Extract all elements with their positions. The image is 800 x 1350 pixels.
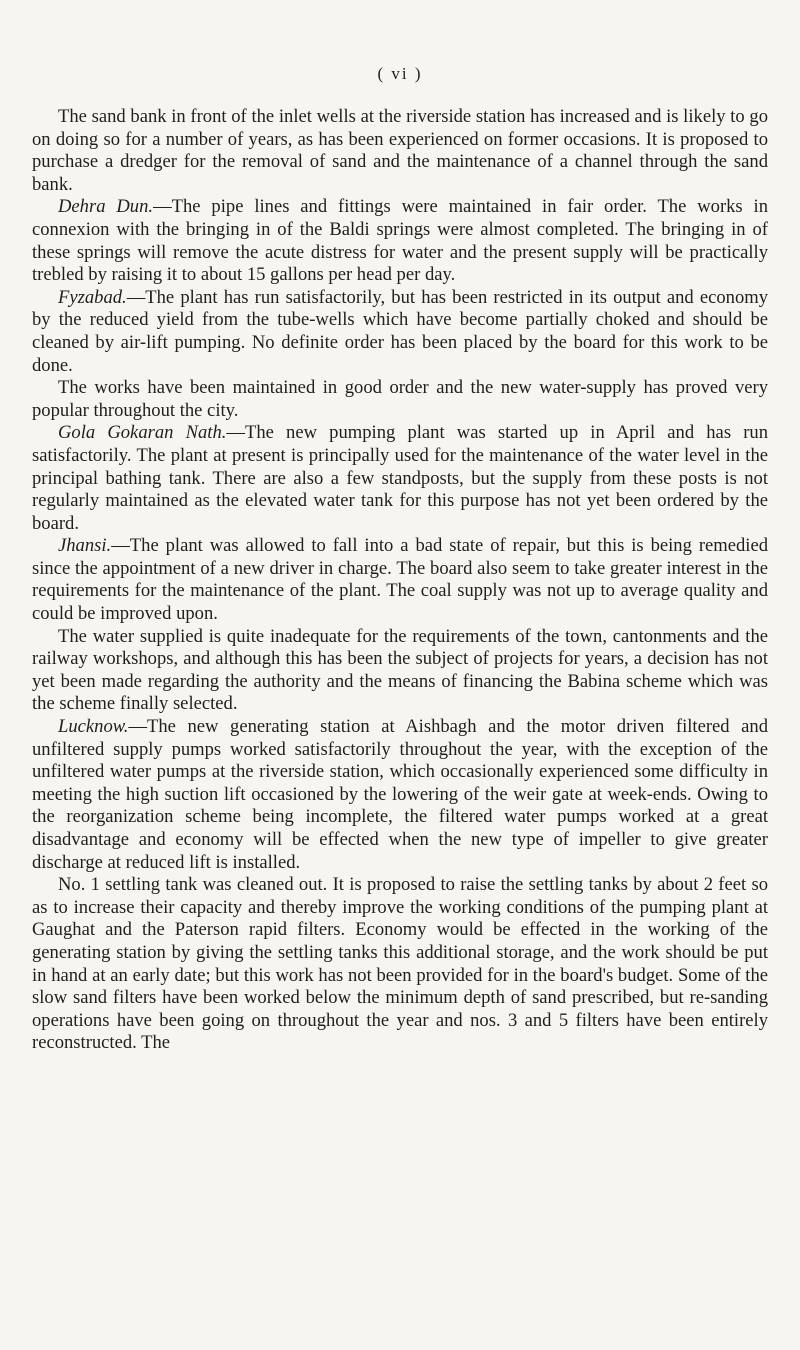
- paragraph-lucknow: [32, 716, 768, 874]
- paragraph-text: —The plant has run satisfactorily, but has been restricted in its output and economy by the reduced yield from the tube-wells which have become partially choked and should be cleaned by air-lift pumping. No definite order has been placed by the board for this work to be done.: [32, 286, 768, 376]
- paragraph-text: —The pipe lines and fittings were maintained in fair order. The works in connexion with the bringing in of the Baldi springs were almost completed. The bringing in of these springs will remove the acute distress for water and the present supply will be practically trebled by raising it to about 15 gallons per head per day.: [32, 196, 768, 286]
- paragraph-heading: Fyzabad.: [58, 286, 127, 308]
- page-number: ( vi ): [377, 64, 423, 83]
- paragraph-fyzabad: [32, 287, 768, 377]
- paragraph-sand-bank: [32, 106, 768, 196]
- paragraph-text: The works have been maintained in good order and the new water-supply has proved very popular throughout the city.: [32, 377, 768, 421]
- paragraph-fyzabad-supply: [32, 377, 768, 422]
- paragraph-heading: Dehra Dun.: [58, 196, 154, 218]
- paragraph-jhansi-supply: [32, 626, 768, 716]
- paragraph-jhansi: [32, 535, 768, 625]
- paragraph-text: The sand bank in front of the inlet wells at the riverside station has increased and is likely to go on doing so for a number of years, as has been experienced on former occasions. It is proposed to purchase a dredger for the removal of sand and the maintenance of a channel through the sand bank.: [32, 106, 768, 195]
- paragraph-heading: Lucknow.: [58, 716, 129, 738]
- paragraph-text: —The new pumping plant was started up in April and has run satisfactorily. The plant at present is principally used for the maintenance of the water level in the principal bathing tank. There are also a few standposts, but the supply from these posts is not regularly maintained as the elevated water tank for this purpose has not yet been ordered by the board.: [32, 422, 768, 534]
- paragraph-settling-tanks: [32, 874, 768, 1055]
- paragraph-text: No. 1 settling tank was cleaned out. It is proposed to raise the settling tanks by about 2 feet so as to increase their capacity and thereby improve the working conditions of the pumping plant at Gaughat and the Paterson rapid filters. Economy would be effected in the working of the generating station by giving the settling tanks this additional storage, and the work should be put in hand at an early date; but this work has not been provided for in the board's budget. Some of the slow sand filters have been worked below the minimum depth of sand prescribed, but re-sanding operations have been going on throughout the year and nos. 3 and 5 filters have been entirely reconstructed. The: [32, 874, 768, 1054]
- paragraph-dehra-dun: [32, 196, 768, 286]
- paragraph-gola-gokaran-nath: [32, 422, 768, 535]
- paragraph-text: —The new generating station at Aishbagh and the motor driven filtered and unfiltered supply pumps worked satisfactorily throughout the year, with the exception of the unfiltered water pumps at the riverside station, which occasionally experienced some difficulty in meeting the high suction lift occasioned by the lowering of the weir gate at week-ends. Owing to the reorganization scheme being incomplete, the filtered water pumps worked at a great disadvantage and economy will be effected when the new type of impeller to give greater discharge at reduced lift is installed.: [32, 716, 768, 873]
- paragraph-text: —The plant was allowed to fall into a bad state of repair, but this is being remedied since the appointment of a new driver in charge. The board also seem to take greater interest in the requirements for the maintenance of the plant. The coal supply was not up to average quality and could be improved upon.: [32, 535, 768, 625]
- paragraph-heading: Gola Gokaran Nath.: [58, 422, 227, 444]
- paragraph-text: The water supplied is quite inadequate for the requirements of the town, cantonments and the railway workshops, and although this has been the subject of projects for years, a decision has not yet been made regarding the authority and the means of financing the Babina scheme which was the scheme finally selected.: [32, 625, 768, 715]
- paragraph-heading: Jhansi.: [58, 535, 112, 557]
